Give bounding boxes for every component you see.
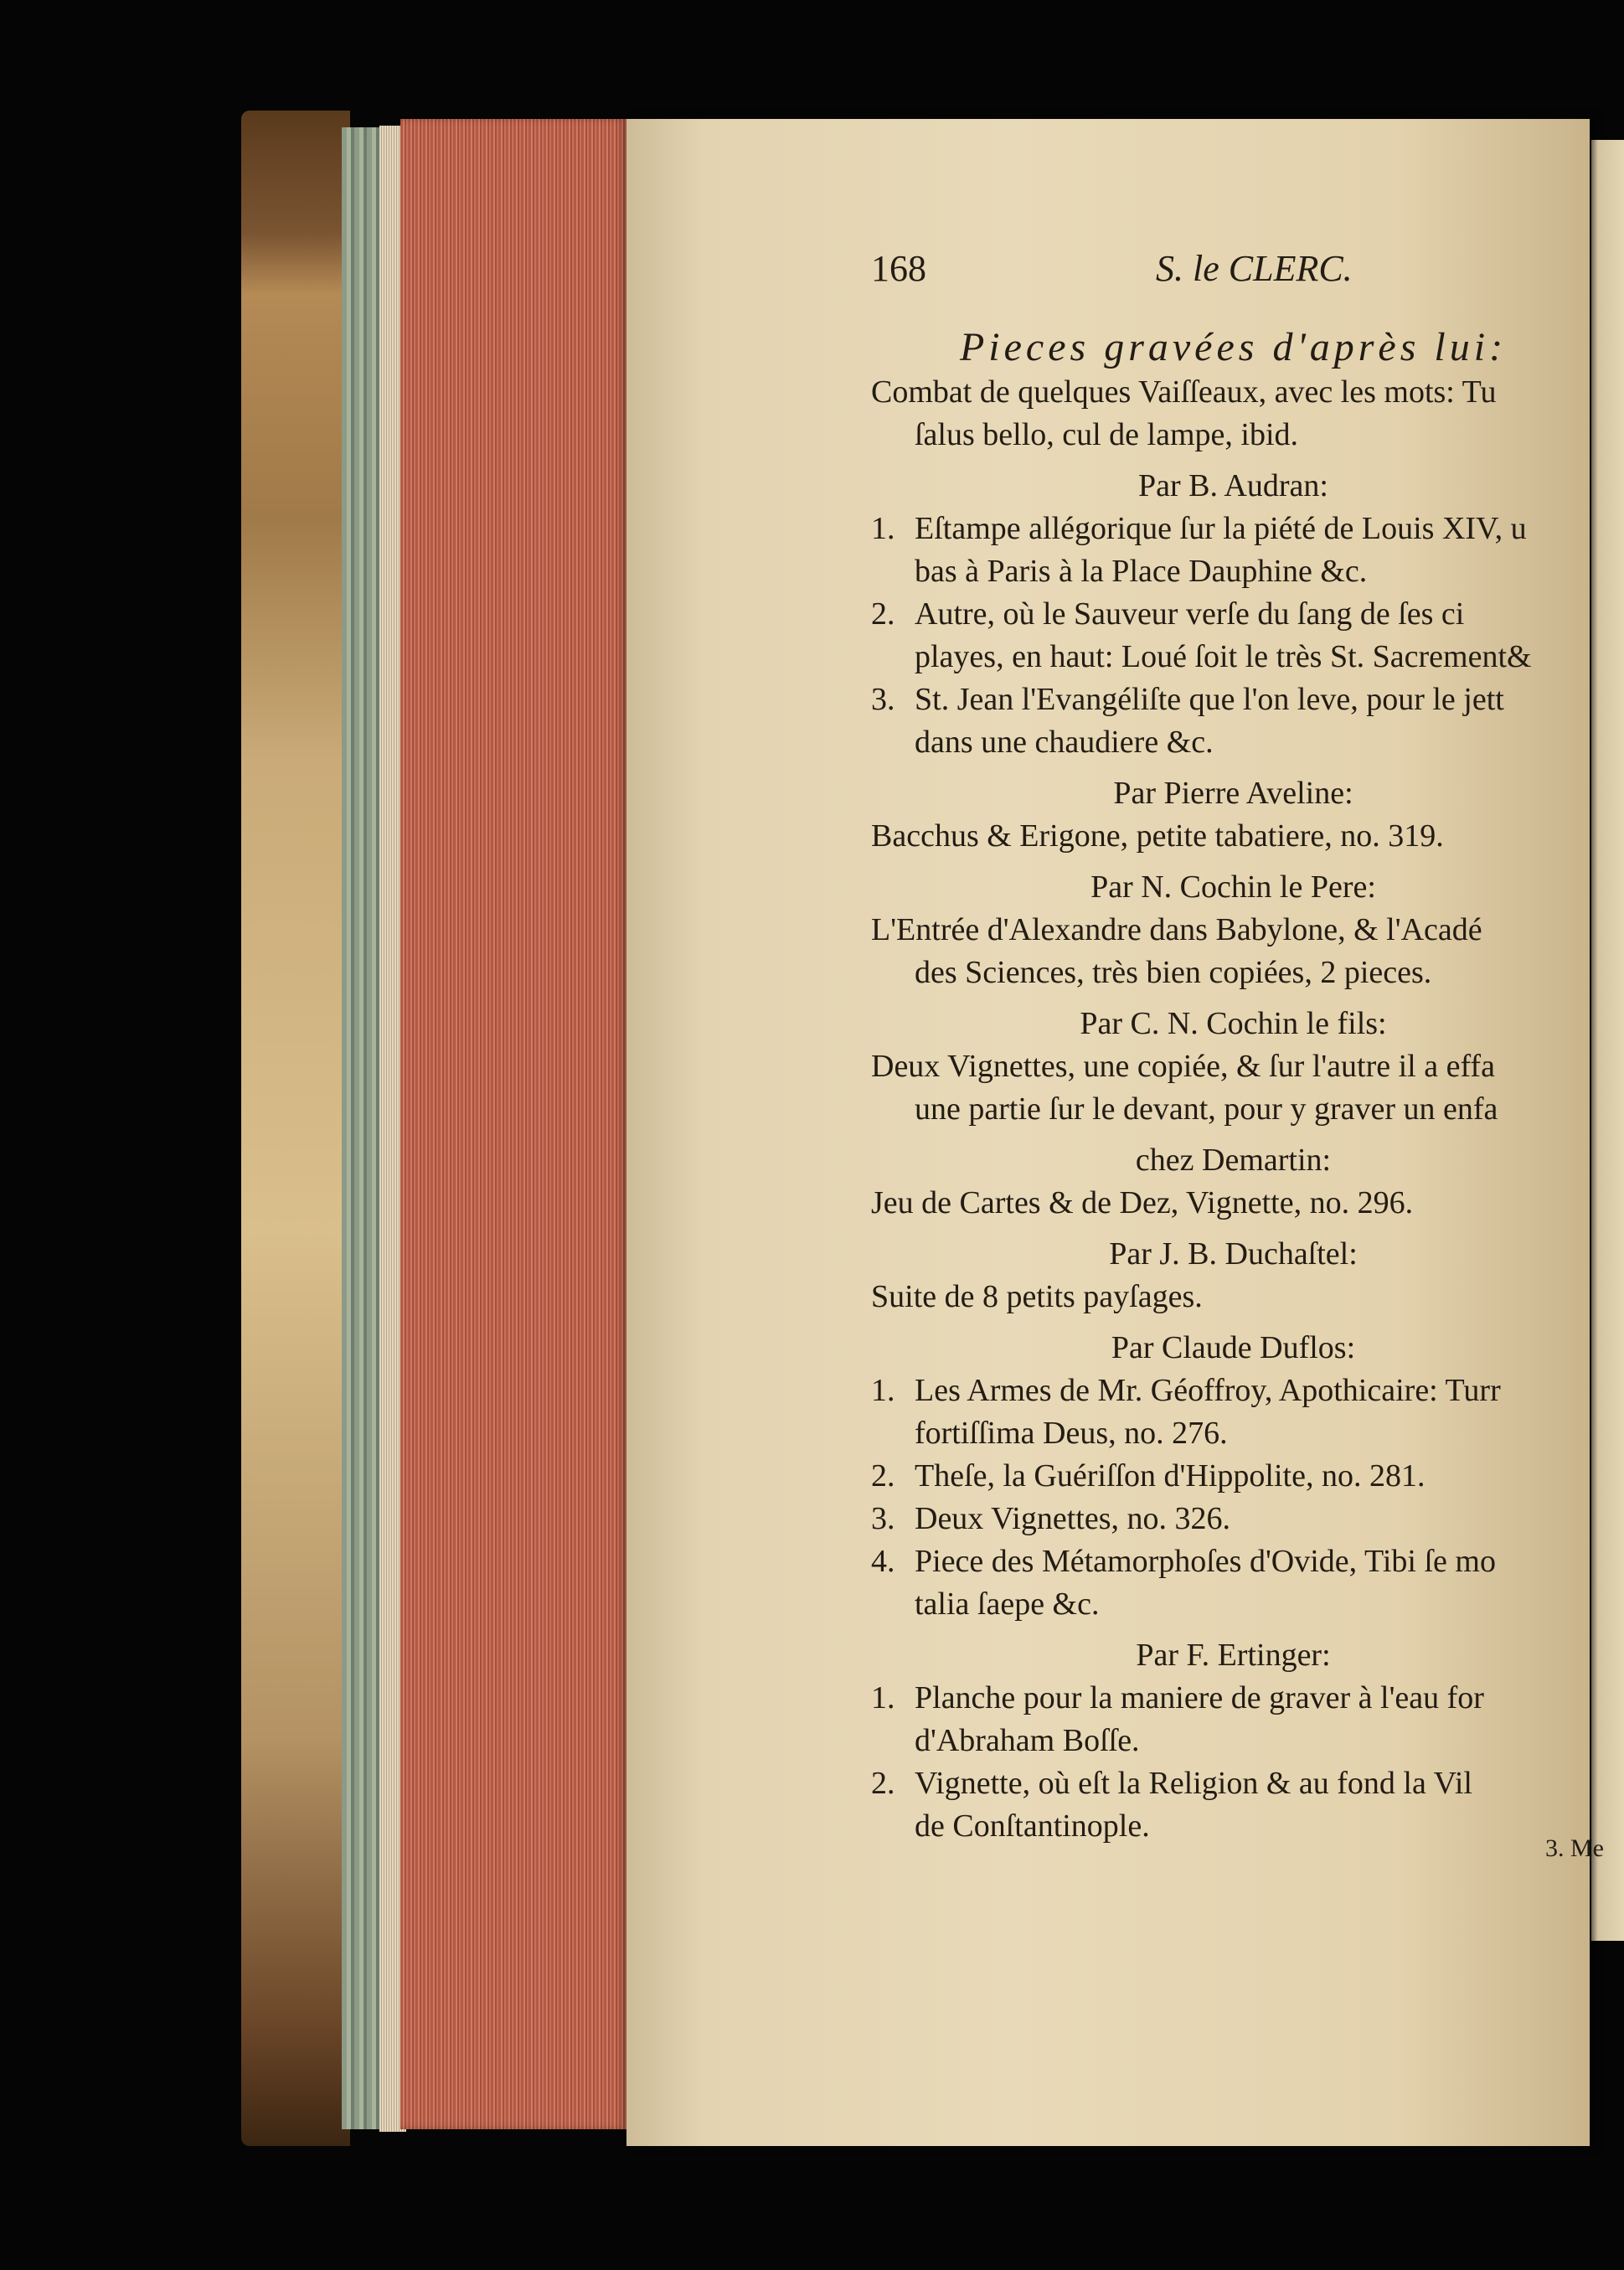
text-line: Piece des Métamorphoſes d'Ovide, Tibi ſe mo <box>915 1544 1496 1579</box>
facing-page-edge <box>1591 140 1624 1941</box>
list-item <box>871 1455 1596 1498</box>
text-line: fortiſſima Deus, no. 276. <box>915 1416 1228 1451</box>
list-item <box>871 678 1596 721</box>
entry-combat <box>871 371 1596 457</box>
item-number: 1. <box>871 511 895 546</box>
text-line: Autre, où le Sauveur verſe du ſang de ſes ci <box>915 596 1465 632</box>
engraver-heading: Par C. N. Cochin le fils: <box>1080 1006 1387 1041</box>
catchword: 3. Me <box>1545 1834 1604 1862</box>
item-number: 4. <box>871 1544 895 1579</box>
page-number: 168 <box>871 248 926 289</box>
text-line: Planche pour la maniere de graver à l'eau for <box>915 1680 1484 1715</box>
book-cover-spine <box>241 111 350 2146</box>
text-line: Les Armes de Mr. Géoffroy, Apothicaire: Turr <box>915 1373 1501 1408</box>
list-item <box>871 1370 1596 1412</box>
text-line: dans une chaudiere &c. <box>915 725 1214 760</box>
marbled-endpaper <box>342 127 384 2129</box>
section-heading: Pieces gravées d'après lui: <box>959 325 1508 369</box>
text-line: Eſtampe allégorique ſur la piété de Louis XIV, u <box>915 511 1527 546</box>
text-line: Theſe, la Guériſſon d'Hippolite, no. 281. <box>915 1458 1426 1494</box>
text-line: bas à Paris à la Place Dauphine &c. <box>915 554 1368 589</box>
item-number: 3. <box>871 1501 895 1536</box>
engraver-heading: Par Claude Duflos: <box>1111 1330 1356 1365</box>
text-line: talia ſaepe &c. <box>915 1586 1100 1622</box>
text-line: Deux Vignettes, no. 326. <box>915 1501 1230 1536</box>
item-number: 2. <box>871 596 895 632</box>
item-number: 2. <box>871 1458 895 1494</box>
text-line: Jeu de Cartes & de Dez, Vignette, no. 296. <box>871 1185 1414 1220</box>
list-item <box>871 1677 1596 1720</box>
red-stained-page-block <box>400 119 626 2129</box>
item-number: 3. <box>871 682 895 717</box>
text-line: Bacchus & Erigone, petite tabatiere, no. 319. <box>871 818 1444 854</box>
text-line: playes, en haut: Loué ſoit le très St. Sacrement& <box>915 639 1532 674</box>
text-line: St. Jean l'Evangéliſte que l'on leve, pour le jett <box>915 682 1504 717</box>
text-line: d'Abraham Boſſe. <box>915 1723 1140 1758</box>
text-line: Vignette, où eſt la Religion & au fond la Vil <box>915 1766 1472 1801</box>
running-header <box>871 247 1596 306</box>
list-item <box>871 508 1596 550</box>
text-line: L'Entrée d'Alexandre dans Babylone, & l'Acadé <box>871 912 1482 947</box>
item-number: 2. <box>871 1766 895 1801</box>
engraver-heading: chez Demartin: <box>1135 1143 1332 1178</box>
list-item <box>871 1540 1596 1583</box>
engraver-heading: Par N. Cochin le Pere: <box>1090 869 1376 905</box>
text-line: Suite de 8 petits payſages. <box>871 1279 1203 1314</box>
item-number: 1. <box>871 1680 895 1715</box>
engraver-heading: Par Pierre Aveline: <box>1113 776 1353 811</box>
list-item <box>871 1498 1596 1540</box>
engraver-heading: Par J. B. Duchaſtel: <box>1109 1236 1358 1272</box>
list-item <box>871 1762 1596 1805</box>
text-line: Combat de quelques Vaiſſeaux, avec les mots: Tu <box>871 374 1497 410</box>
text-line: une partie ſur le devant, pour y graver un enfa <box>915 1091 1498 1127</box>
engraver-heading: Par F. Ertinger: <box>1136 1638 1331 1673</box>
list-item <box>871 593 1596 636</box>
item-number: 1. <box>871 1373 895 1408</box>
text-line: Deux Vignettes, une copiée, & ſur l'autre il a effa <box>871 1049 1495 1084</box>
engraver-heading: Par B. Audran: <box>1138 468 1328 503</box>
text-line: ſalus bello, cul de lampe, ibid. <box>915 417 1299 452</box>
running-title: S. le CLERC. <box>1156 248 1353 289</box>
text-line: des Sciences, très bien copiées, 2 pieces. <box>915 955 1432 990</box>
text-line: de Conſtantinople. <box>915 1808 1150 1844</box>
page-text <box>871 247 1596 1848</box>
